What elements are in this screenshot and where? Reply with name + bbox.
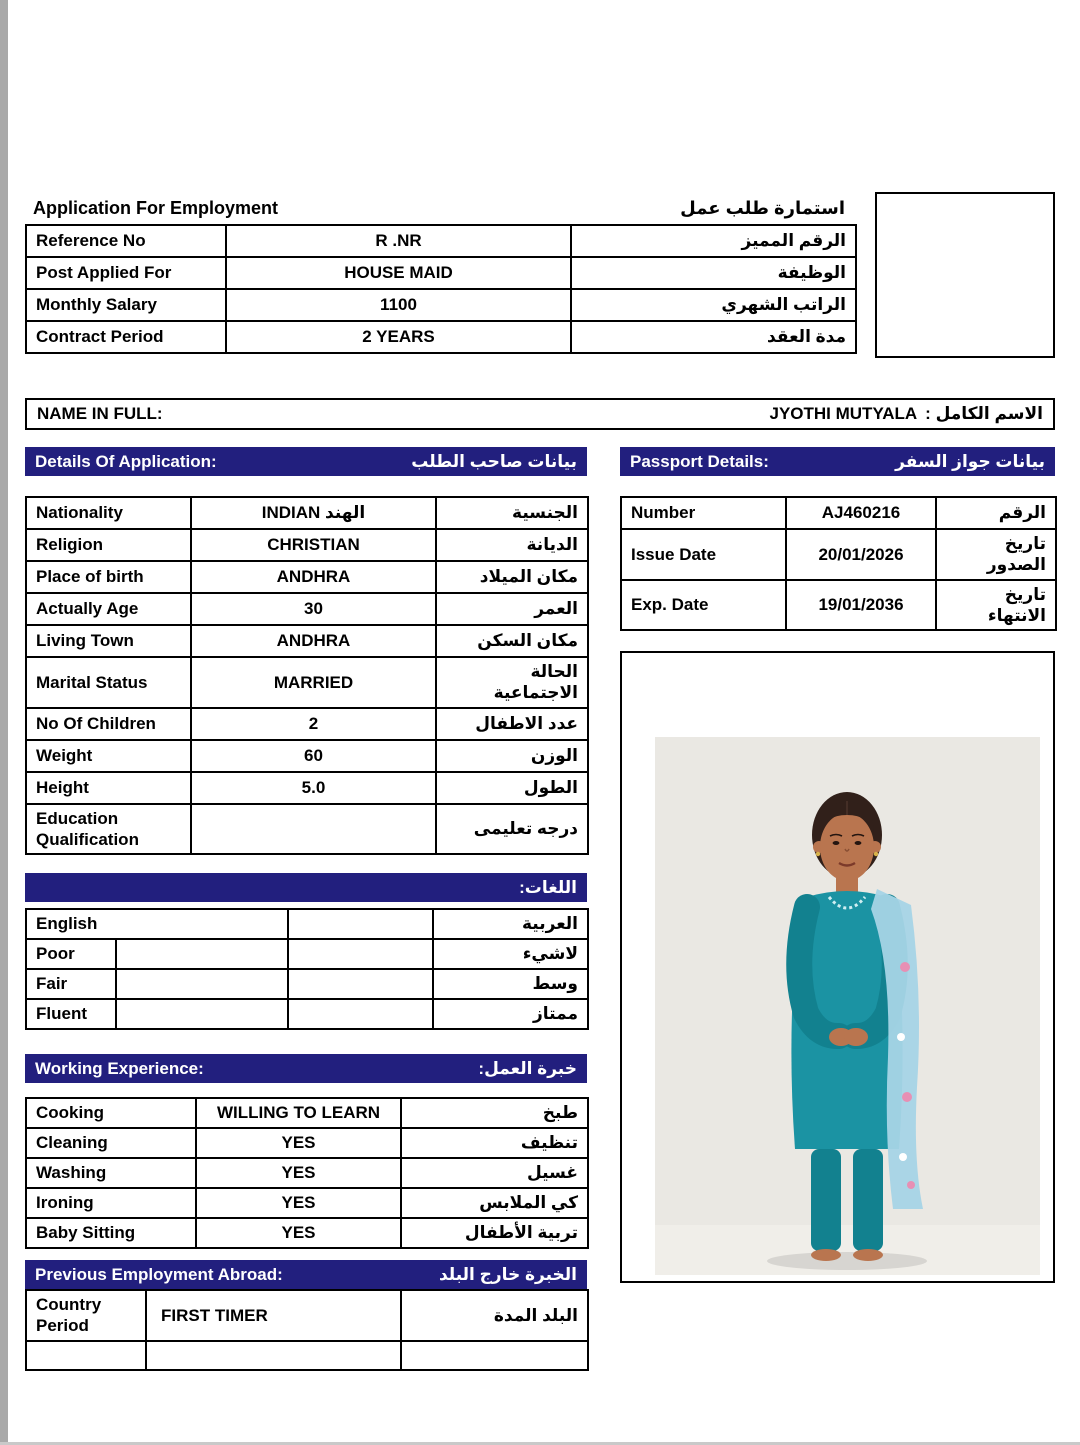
skill-value: YES xyxy=(196,1188,401,1218)
field-value: ANDHRA xyxy=(191,625,436,657)
field-label-arabic: الديانة xyxy=(436,529,588,561)
field-label-arabic: الراتب الشهري xyxy=(571,289,856,321)
field-label: Nationality xyxy=(26,497,191,529)
field-label: Actually Age xyxy=(26,593,191,625)
details-section-header xyxy=(25,447,587,476)
field-label-arabic: الوظيفة xyxy=(571,257,856,289)
field-value: INDIAN الهند xyxy=(191,497,436,529)
field-value: 30 xyxy=(191,593,436,625)
table-row xyxy=(26,625,588,657)
skill-label: Cooking xyxy=(26,1098,196,1128)
table-row xyxy=(26,1158,588,1188)
field-label-arabic: الجنسية xyxy=(436,497,588,529)
language-level-label: Poor xyxy=(26,939,116,969)
table-row xyxy=(26,1128,588,1158)
left-column xyxy=(25,447,587,1371)
field-value: CHRISTIAN xyxy=(191,529,436,561)
field-label: No Of Children xyxy=(26,708,191,740)
table-row xyxy=(26,321,856,353)
application-form-page xyxy=(25,192,1055,1371)
field-label: Issue Date xyxy=(621,529,786,580)
field-value: 19/01/2036 xyxy=(786,580,936,631)
checkbox-cell xyxy=(116,999,288,1029)
field-label: Place of birth xyxy=(26,561,191,593)
field-label: Weight xyxy=(26,740,191,772)
name-value: JYOTHI MUTYALA xyxy=(769,404,918,423)
table-row xyxy=(26,740,588,772)
field-value: ANDHRA xyxy=(191,561,436,593)
languages-title-ar: اللغات: xyxy=(519,877,577,897)
field-value: 2 xyxy=(191,708,436,740)
field-label-arabic: درجه تعليمى xyxy=(436,804,588,855)
skill-label: Ironing xyxy=(26,1188,196,1218)
field-label-arabic: مكان السكن xyxy=(436,625,588,657)
field-value: 5.0 xyxy=(191,772,436,804)
field-label-arabic: تاريخ الصدور xyxy=(936,529,1056,580)
previous-employment-title-en: Previous Employment Abroad: xyxy=(35,1264,283,1284)
form-title-en: Application For Employment xyxy=(33,197,279,218)
table-row xyxy=(26,257,856,289)
language-value-cell xyxy=(288,909,433,939)
field-label: Education Qualification xyxy=(26,804,191,855)
language-label: English xyxy=(26,909,288,939)
field-label: Number xyxy=(621,497,786,529)
field-label-arabic: مكان الميلاد xyxy=(436,561,588,593)
skill-value: YES xyxy=(196,1158,401,1188)
field-value: MARRIED xyxy=(191,657,436,708)
empty-cell xyxy=(26,1341,146,1370)
language-level-arabic: ممتاز xyxy=(433,999,588,1029)
skill-label: Baby Sitting xyxy=(26,1218,196,1248)
table-row xyxy=(26,225,856,257)
field-value xyxy=(191,804,436,855)
details-table xyxy=(25,496,589,855)
field-value: 20/01/2026 xyxy=(786,529,936,580)
applicant-photo xyxy=(655,737,1040,1275)
languages-section-header xyxy=(25,873,587,902)
field-label: Monthly Salary xyxy=(26,289,226,321)
passport-section-header xyxy=(620,447,1055,476)
field-value: AJ460216 xyxy=(786,497,936,529)
field-value: FIRST TIMER xyxy=(146,1290,401,1341)
table-row xyxy=(621,497,1056,529)
table-row xyxy=(26,1341,588,1370)
field-value: 2 YEARS xyxy=(226,321,571,353)
name-in-full-row xyxy=(25,398,1055,430)
table-row xyxy=(26,289,856,321)
table-row xyxy=(26,497,588,529)
previous-employment-title-ar: الخبرة خارج البلد xyxy=(438,1264,577,1284)
right-column xyxy=(620,447,1055,1371)
name-label-arabic: : الاسم الكامل xyxy=(925,404,1043,423)
applicant-photo-frame xyxy=(620,651,1055,1283)
scan-edge-strip xyxy=(0,0,8,1445)
form-title-row xyxy=(25,192,855,224)
photo-placeholder-box xyxy=(875,192,1055,358)
skill-label-arabic: طبخ xyxy=(401,1098,588,1128)
checkbox-cell xyxy=(288,999,433,1029)
name-value-group xyxy=(770,404,1044,424)
top-section xyxy=(25,192,1055,358)
field-value: 60 xyxy=(191,740,436,772)
applicant-photo-illustration xyxy=(655,737,1040,1275)
name-label-en: NAME IN FULL: xyxy=(37,404,163,423)
table-row xyxy=(26,909,588,939)
application-summary xyxy=(25,192,855,354)
table-row xyxy=(26,1098,588,1128)
application-summary-table xyxy=(25,224,857,354)
field-label: Country Period xyxy=(26,1290,146,1341)
table-row xyxy=(26,1188,588,1218)
skill-value: WILLING TO LEARN xyxy=(196,1098,401,1128)
field-label-arabic: الرقم xyxy=(936,497,1056,529)
previous-employment-section-header xyxy=(25,1260,587,1289)
field-label: Exp. Date xyxy=(621,580,786,631)
field-label: Religion xyxy=(26,529,191,561)
passport-title-ar: بيانات جواز السفر xyxy=(895,451,1045,471)
passport-title-en: Passport Details: xyxy=(630,451,769,471)
empty-cell xyxy=(146,1341,401,1370)
table-row xyxy=(26,529,588,561)
language-level-arabic: لاشيء xyxy=(433,939,588,969)
field-label-arabic: الرقم المميز xyxy=(571,225,856,257)
table-row xyxy=(26,969,588,999)
field-label-arabic: الطول xyxy=(436,772,588,804)
field-label: Living Town xyxy=(26,625,191,657)
field-label-arabic: العمر xyxy=(436,593,588,625)
details-title-ar: بيانات صاحب الطلب xyxy=(411,451,577,471)
table-row xyxy=(26,804,588,855)
experience-title-en: Working Experience: xyxy=(35,1058,204,1078)
table-row xyxy=(621,580,1056,631)
skill-label-arabic: تنظيف xyxy=(401,1128,588,1158)
skill-value: YES xyxy=(196,1128,401,1158)
language-level-label: Fluent xyxy=(26,999,116,1029)
field-label-arabic: البلد المدة xyxy=(401,1290,588,1341)
table-row xyxy=(26,772,588,804)
checkbox-cell xyxy=(116,969,288,999)
table-row xyxy=(26,708,588,740)
checkbox-cell xyxy=(288,969,433,999)
form-title-ar: استمارة طلب عمل xyxy=(680,197,845,218)
previous-employment-table xyxy=(25,1289,589,1371)
field-label: Height xyxy=(26,772,191,804)
passport-table xyxy=(620,496,1057,631)
table-row xyxy=(26,1290,588,1341)
field-label: Contract Period xyxy=(26,321,226,353)
table-row xyxy=(26,657,588,708)
experience-table xyxy=(25,1097,589,1249)
experience-section-header xyxy=(25,1054,587,1083)
field-value: 1100 xyxy=(226,289,571,321)
table-row xyxy=(26,939,588,969)
table-row xyxy=(26,593,588,625)
details-title-en: Details Of Application: xyxy=(35,451,217,471)
language-level-label: Fair xyxy=(26,969,116,999)
skill-label: Washing xyxy=(26,1158,196,1188)
field-value: HOUSE MAID xyxy=(226,257,571,289)
table-row xyxy=(26,561,588,593)
field-label-arabic: الوزن xyxy=(436,740,588,772)
field-label-arabic: تاريخ الانتهاء xyxy=(936,580,1056,631)
skill-label-arabic: كي الملابس xyxy=(401,1188,588,1218)
skill-label-arabic: تربية الأطفال xyxy=(401,1218,588,1248)
field-label: Post Applied For xyxy=(26,257,226,289)
table-row xyxy=(26,1218,588,1248)
field-label: Marital Status xyxy=(26,657,191,708)
skill-label: Cleaning xyxy=(26,1128,196,1158)
checkbox-cell xyxy=(116,939,288,969)
language-level-arabic: وسط xyxy=(433,969,588,999)
field-label-arabic: الحالة الاجتماعية xyxy=(436,657,588,708)
field-label-arabic: مدة العقد xyxy=(571,321,856,353)
languages-table xyxy=(25,908,589,1030)
table-row xyxy=(26,999,588,1029)
field-label-arabic: عدد الاطفال xyxy=(436,708,588,740)
skill-label-arabic: غسيل xyxy=(401,1158,588,1188)
empty-cell xyxy=(401,1341,588,1370)
experience-title-ar: خبرة العمل: xyxy=(478,1058,577,1078)
checkbox-cell xyxy=(288,939,433,969)
skill-value: YES xyxy=(196,1218,401,1248)
table-row xyxy=(621,529,1056,580)
field-label: Reference No xyxy=(26,225,226,257)
field-value: R .NR xyxy=(226,225,571,257)
language-label-arabic: العربية xyxy=(433,909,588,939)
